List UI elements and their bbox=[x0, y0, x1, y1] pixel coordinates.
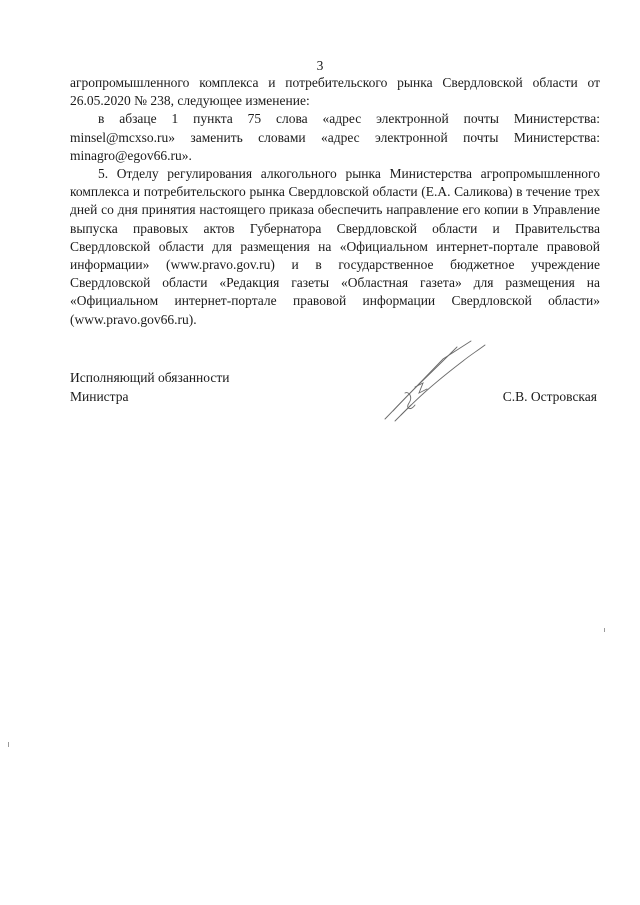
signatory-position-line1: Исполняющий обязанности bbox=[70, 370, 230, 385]
signatory-position-line2: Министра bbox=[70, 388, 129, 404]
page-number: 3 bbox=[316, 58, 324, 73]
paragraph-intro: агропромышленного комплекса и потребительского рынка Свердловской области от 26.05.2020 № 238, следующее изменение: bbox=[70, 75, 600, 109]
paragraph-item-5: 5. Отделу регулирования алкогольного рынка Министерства агропромышленного комплекса и потребительского рынка Свердловской области (Е.А. Саликова) в течение трех дней со дня принятия настоящего приказа обеспечить направление его копии в Управление выпуска правовых актов Губернатора Свердловской области и Правительства Свердловской области для размещения на «Официальном интернет-портале правовой информации» (www.pravo.gov.ru) и в государственное бюджетное учреждение Свердловской области «Редакция газеты «Областная газета» для размещения на «Официальном интернет-портале правовой информации Свердловской области» (www.pravo.gov66.ru). bbox=[70, 166, 600, 327]
signature-block bbox=[70, 369, 600, 429]
scan-artifact bbox=[8, 742, 9, 747]
document-body bbox=[70, 74, 600, 329]
signatory-name: С.В. Островская bbox=[502, 388, 597, 404]
signatory-position bbox=[70, 369, 229, 406]
handwritten-signature bbox=[365, 331, 495, 431]
paragraph-amendment: в абзаце 1 пункта 75 слова «адрес электронной почты Министерства: minsel@mcxso.ru» заменить словами «адрес электронной почты Министерства: minagro@egov66.ru». bbox=[70, 111, 600, 163]
scan-artifact bbox=[604, 628, 605, 632]
